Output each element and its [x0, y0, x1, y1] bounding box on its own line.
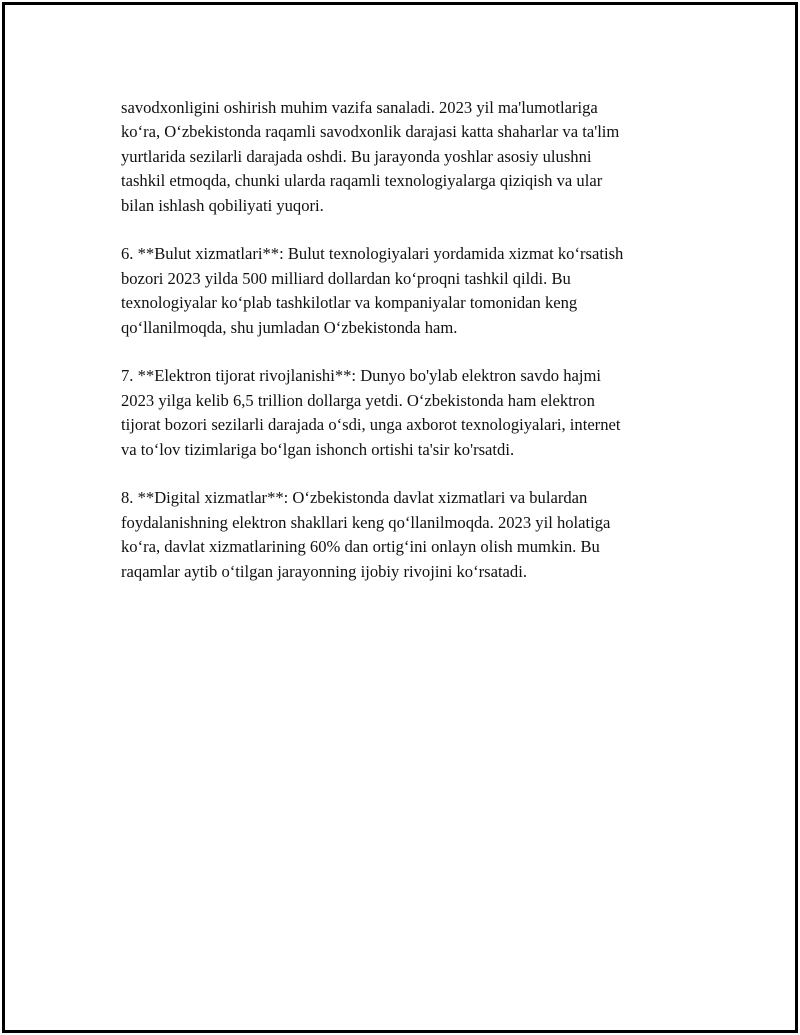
document-body: [121, 96, 691, 608]
document-page: [2, 2, 798, 1033]
paragraph-e-commerce: 7. **Elektron tijorat rivojlanishi**: Dunyo bo'ylab elektron savdo hajmi 2023 yilga kelib 6,5 trillion dollarga yetdi. O‘zbekistonda ham elektron tijorat bozori sezilarli darajada o‘sdi, unga axborot texnologiyalari, internet va to‘lov tizimlariga bo‘lgan ishonch ortishi ta'sir ko'rsatdi.: [121, 366, 621, 459]
paragraph-digital-literacy: savodxonligini oshirish muhim vazifa sanaladi. 2023 yil ma'lumotlariga ko‘ra, O‘zbekistonda raqamli savodxonlik darajasi katta shaharlar va ta'lim yurtlarida sezilarli darajada oshdi. Bu jarayonda yoshlar asosiy ulushni tashkil etmoqda, chunki ularda raqamli texnologiyalarga qiziqish va ular bilan ishlash qobiliyati yuqori.: [121, 98, 620, 215]
paragraph-digital-services: 8. **Digital xizmatlar**: O‘zbekistonda davlat xizmatlari va bulardan foydalanishning elektron shakllari keng qo‘llanilmoqda. 2023 yil holatiga ko‘ra, davlat xizmatlarining 60% dan ortig‘ini onlayn olish mumkin. Bu raqamlar aytib o‘tilgan jarayonning ijobiy rivojini ko‘rsatadi.: [121, 488, 611, 581]
paragraph-cloud-services: 6. **Bulut xizmatlari**: Bulut texnologiyalari yordamida xizmat ko‘rsatish bozori 2023 yilda 500 milliard dollardan ko‘proqni tashkil qildi. Bu texnologiyalar ko‘plab tashkilotlar va kompaniyalar tomonidan keng qo‘llanilmoqda, shu jumladan O‘zbekistonda ham.: [121, 244, 624, 337]
